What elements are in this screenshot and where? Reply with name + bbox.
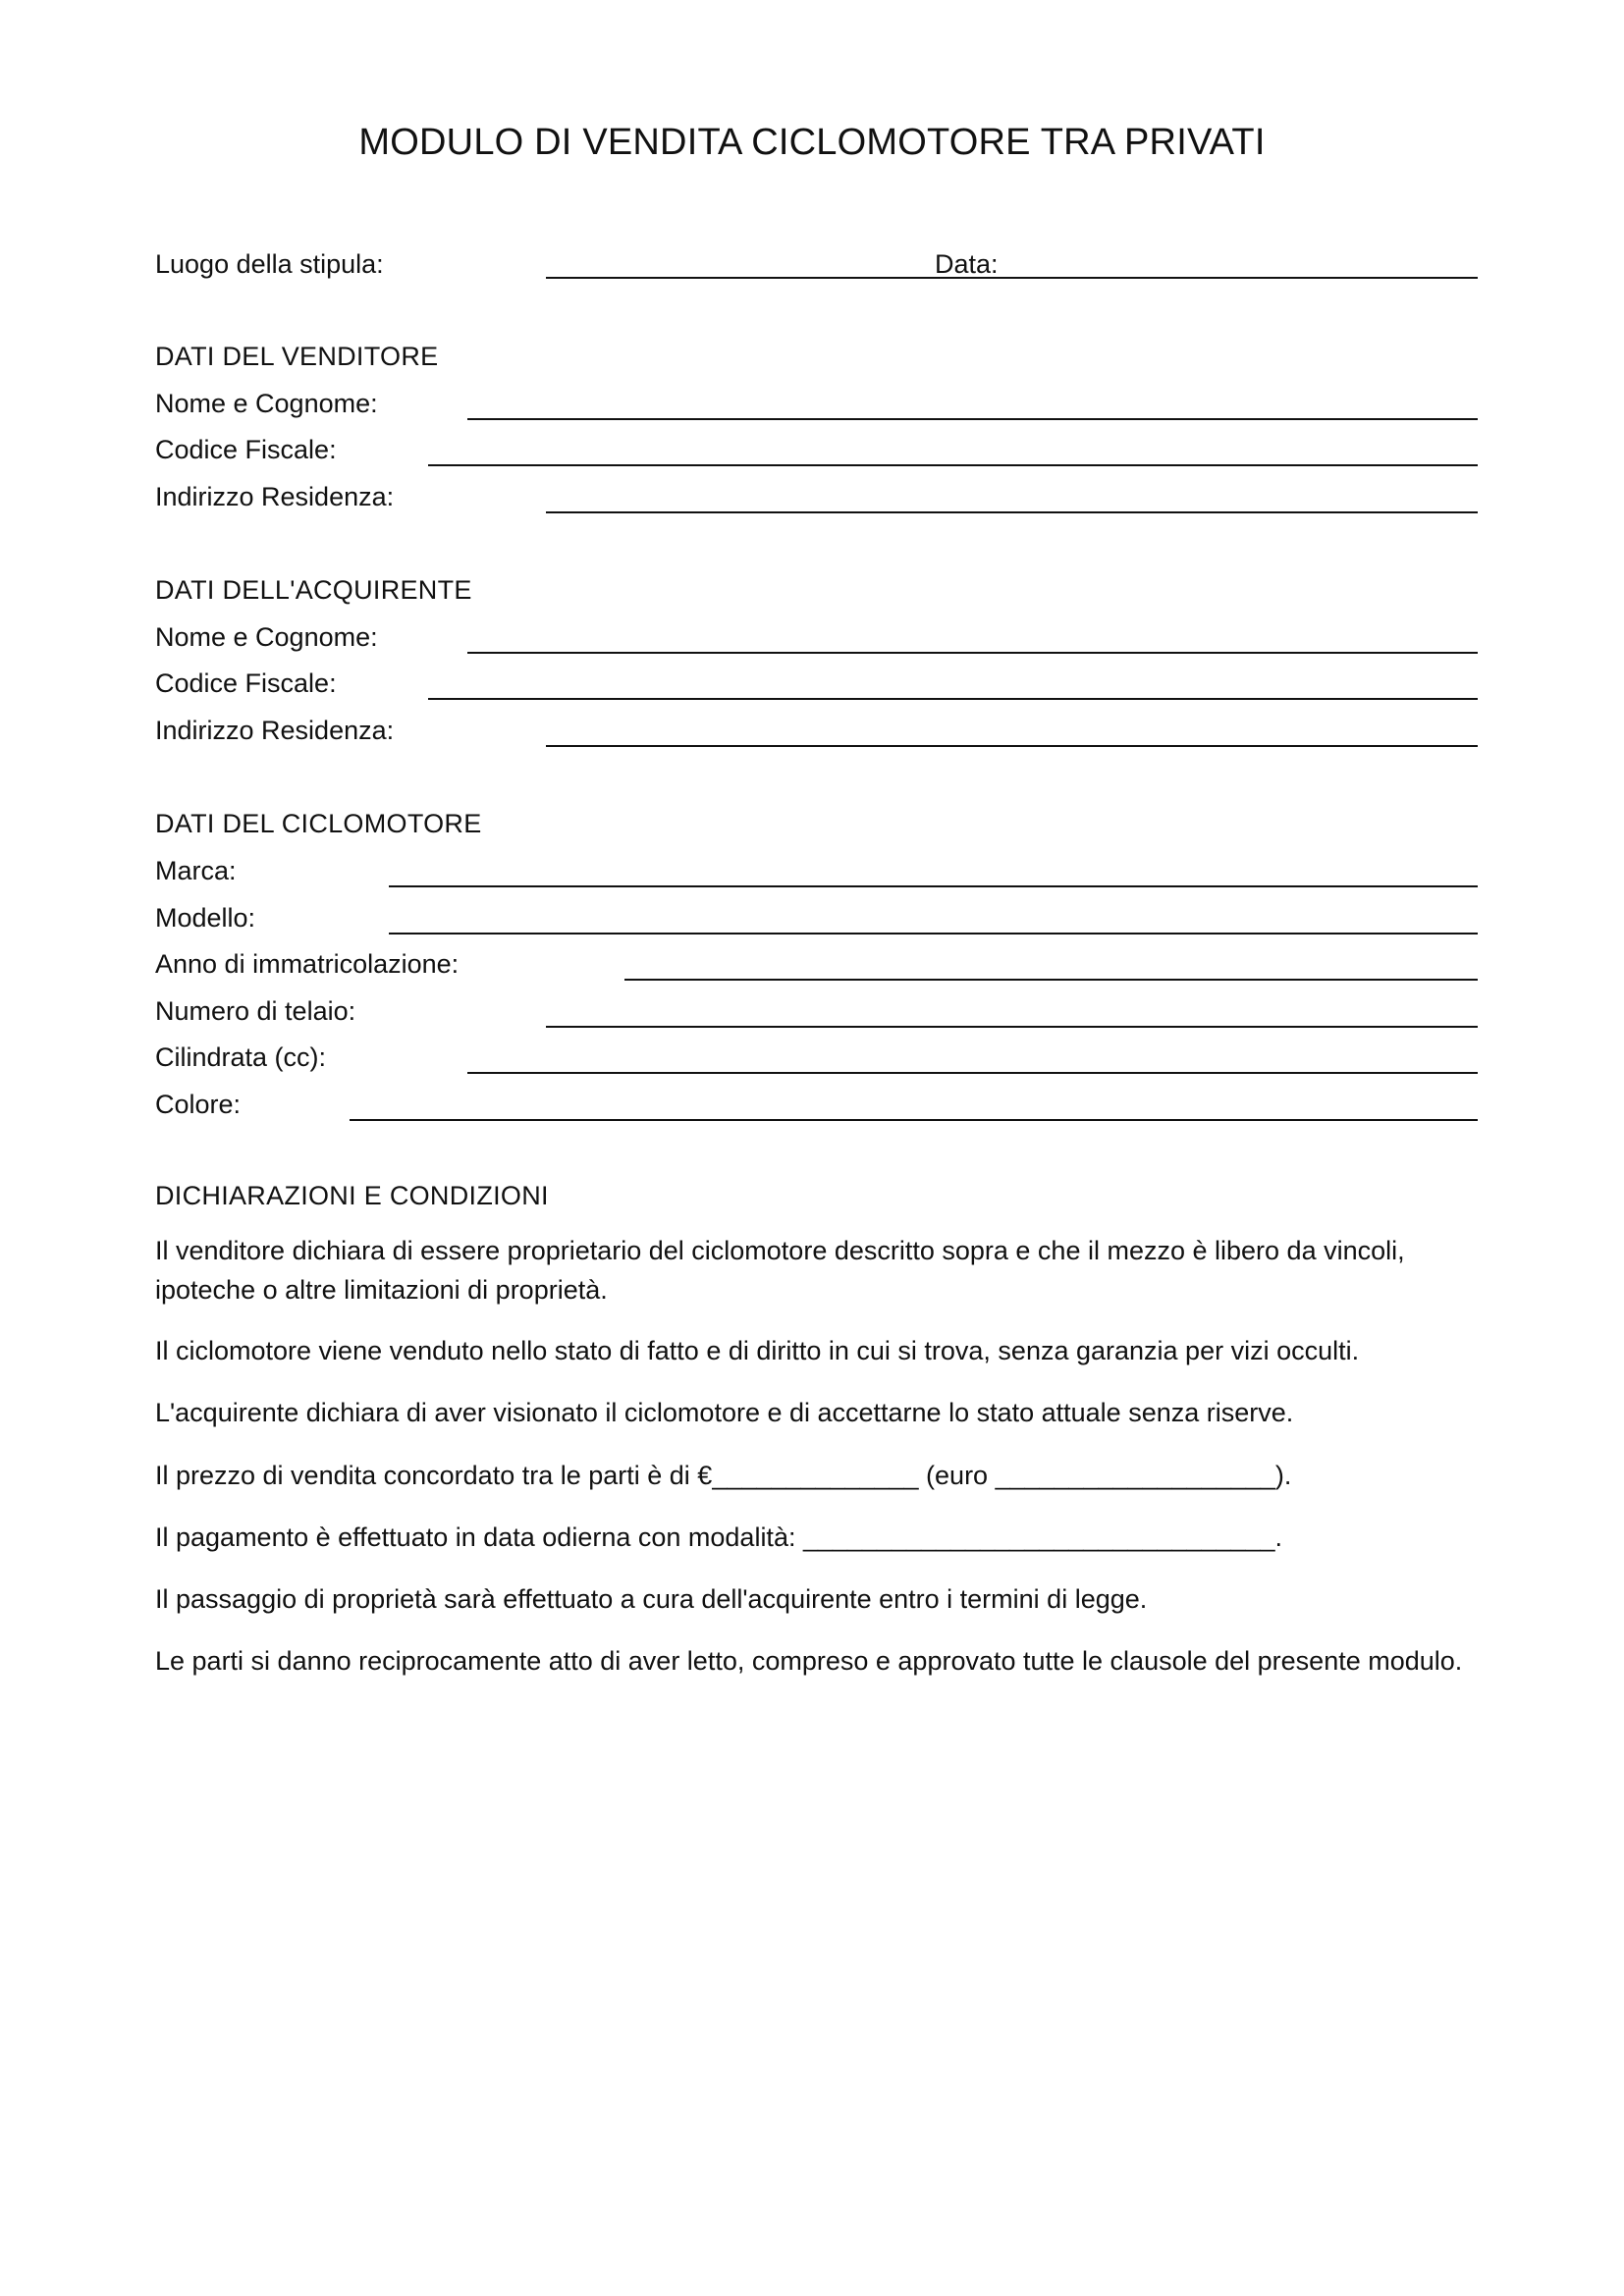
declaration-paragraph-inspection: L'acquirente dichiara di aver visionato il ciclomotore e di accettarne lo stato attuale senza riserve. — [155, 1398, 1294, 1427]
buyer-name-label: Nome e Cognome: — [155, 622, 378, 652]
seller-address-label: Indirizzo Residenza: — [155, 482, 395, 511]
vehicle-frame-field-line[interactable] — [546, 1026, 1478, 1028]
place-date-field-line[interactable] — [546, 277, 1478, 279]
document-title: MODULO DI VENDITA CICLOMOTORE TRA PRIVATI — [358, 122, 1266, 163]
seller-name-label: Nome e Cognome: — [155, 389, 378, 418]
vehicle-displacement-label: Cilindrata (cc): — [155, 1042, 327, 1072]
vehicle-model-field-line[interactable] — [389, 933, 1478, 934]
vehicle-frame-label: Numero di telaio: — [155, 996, 356, 1026]
buyer-tax-code-field-line[interactable] — [428, 698, 1478, 700]
seller-name-field-line[interactable] — [467, 418, 1478, 420]
vehicle-section-heading: DATI DEL CICLOMOTORE — [155, 809, 482, 838]
declarations-section-heading: DICHIARAZIONI E CONDIZIONI — [155, 1181, 549, 1210]
declaration-paragraph-ownership: Il venditore dichiara di essere proprietario del ciclomotore descritto sopra e che il mezzo è libero da vincoli, ipoteche o altre limitazioni di proprietà. — [155, 1236, 1405, 1305]
declaration-paragraph-condition: Il ciclomotore viene venduto nello stato di fatto e di diritto in cui si trova, senza garanzia per vizi occulti. — [155, 1336, 1360, 1365]
declaration-paragraph-transfer: Il passaggio di proprietà sarà effettuato a cura dell'acquirente entro i termini di legge. — [155, 1584, 1148, 1614]
vehicle-model-label: Modello: — [155, 903, 256, 933]
seller-section-heading: DATI DEL VENDITORE — [155, 342, 439, 371]
seller-tax-code-label: Codice Fiscale: — [155, 435, 337, 464]
vehicle-brand-field-line[interactable] — [389, 885, 1478, 887]
vehicle-displacement-field-line[interactable] — [467, 1072, 1478, 1074]
declaration-paragraph-payment: Il pagamento è effettuato in data odierna con modalità: ________________________________. — [155, 1522, 1282, 1552]
seller-address-field-line[interactable] — [546, 511, 1478, 513]
declaration-paragraph-acceptance: Le parti si danno reciprocamente atto di aver letto, compreso e approvato tutte le clausole del presente modulo. — [155, 1646, 1463, 1676]
declaration-paragraph-price: Il prezzo di vendita concordato tra le parti è di €______________ (euro ___________________). — [155, 1461, 1292, 1490]
vehicle-brand-label: Marca: — [155, 856, 237, 885]
date-label: Data: — [935, 249, 999, 279]
buyer-section-heading: DATI DELL'ACQUIRENTE — [155, 575, 472, 605]
place-label: Luogo della stipula: — [155, 249, 384, 279]
buyer-tax-code-label: Codice Fiscale: — [155, 668, 337, 698]
seller-tax-code-field-line[interactable] — [428, 464, 1478, 466]
vehicle-year-field-line[interactable] — [624, 979, 1478, 981]
buyer-address-field-line[interactable] — [546, 745, 1478, 747]
buyer-address-label: Indirizzo Residenza: — [155, 716, 395, 745]
vehicle-year-label: Anno di immatricolazione: — [155, 949, 460, 979]
vehicle-color-label: Colore: — [155, 1090, 242, 1119]
vehicle-color-field-line[interactable] — [350, 1119, 1478, 1121]
buyer-name-field-line[interactable] — [467, 652, 1478, 654]
